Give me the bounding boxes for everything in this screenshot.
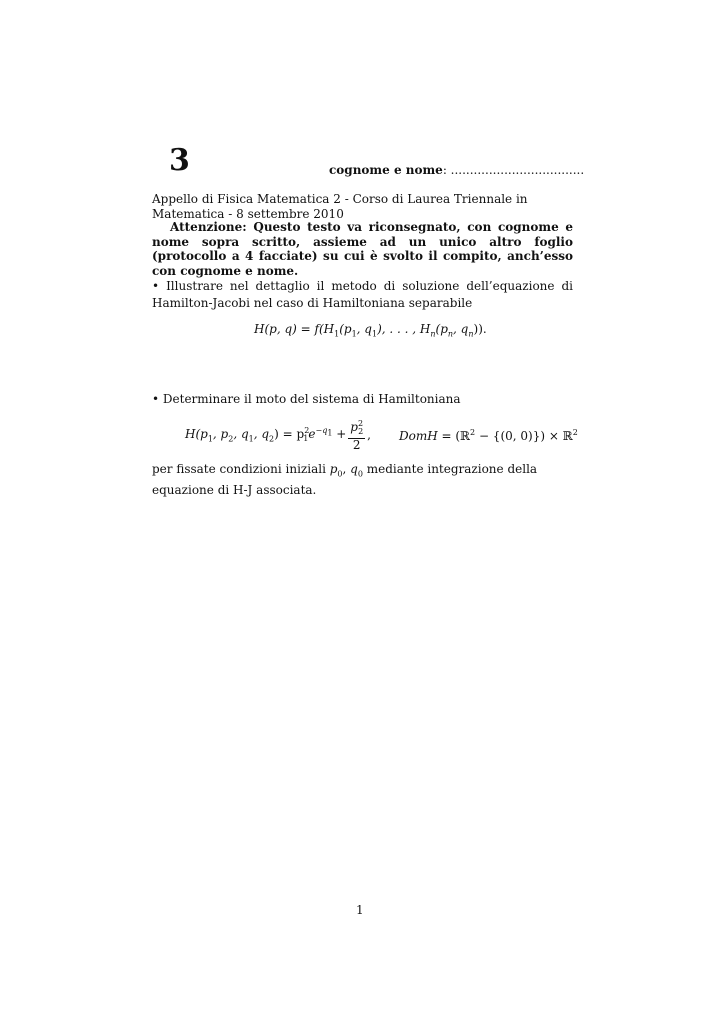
name-field-line [329, 162, 584, 178]
question-2-conditions: per fissate condizioni iniziali $p_0$, $q_0$ mediante integrazione della equazione di H-J associata. [152, 462, 538, 498]
domain-expression: DomH = (ℝ$^2$ − {(0, 0)}) × ℝ$^2$ [398, 428, 578, 444]
notice-paragraph: Attenzione: Questo testo va riconsegnato, con cognome e nome sopra scritto, assieme ad un unico altro foglio (protocollo a 4 facciate) su cui è svolto il compito, anch’esso con cognome e nome. [152, 220, 573, 278]
exam-number: 3 [169, 143, 190, 178]
question-1-text: Illustrare nel dettaglio il metodo di soluzione dell’equazione di Hamilton-Jacobi nel caso di Hamiltoniana separabile [152, 279, 573, 310]
bullet: • [152, 279, 160, 293]
bullet: • [152, 392, 160, 406]
exam-intro: Appello di Fisica Matematica 2 - Corso di Laurea Triennale in Matematica - 8 settembre 2010 [152, 192, 528, 221]
formula-separable-hamiltonian: H(p, $q) = f(H_1(p_1$, $q_1$), . . . , $H_n(p_n$, $q_n$)). [254, 322, 487, 339]
question-2 [152, 392, 573, 407]
name-dots: : ................................... [442, 163, 585, 177]
question-1 [152, 278, 573, 312]
question-2-text: Determinare il moto del sistema di Hamiltoniana [162, 392, 461, 406]
page-number: 1 [356, 903, 364, 917]
name-label: cognome e nome [329, 163, 443, 177]
formula-hamiltonian: $H(p_1$, $p_2$, $q_1$, $q_2) = p^2_1e^{-q_1}$ + $\frac{p^2_2}{2}$ , DomH = (ℝ$^2$ − {(0, 0)}) × ℝ$^2$ [185, 419, 578, 453]
fraction: $\frac{p^2_2}{2}$ [350, 419, 364, 453]
